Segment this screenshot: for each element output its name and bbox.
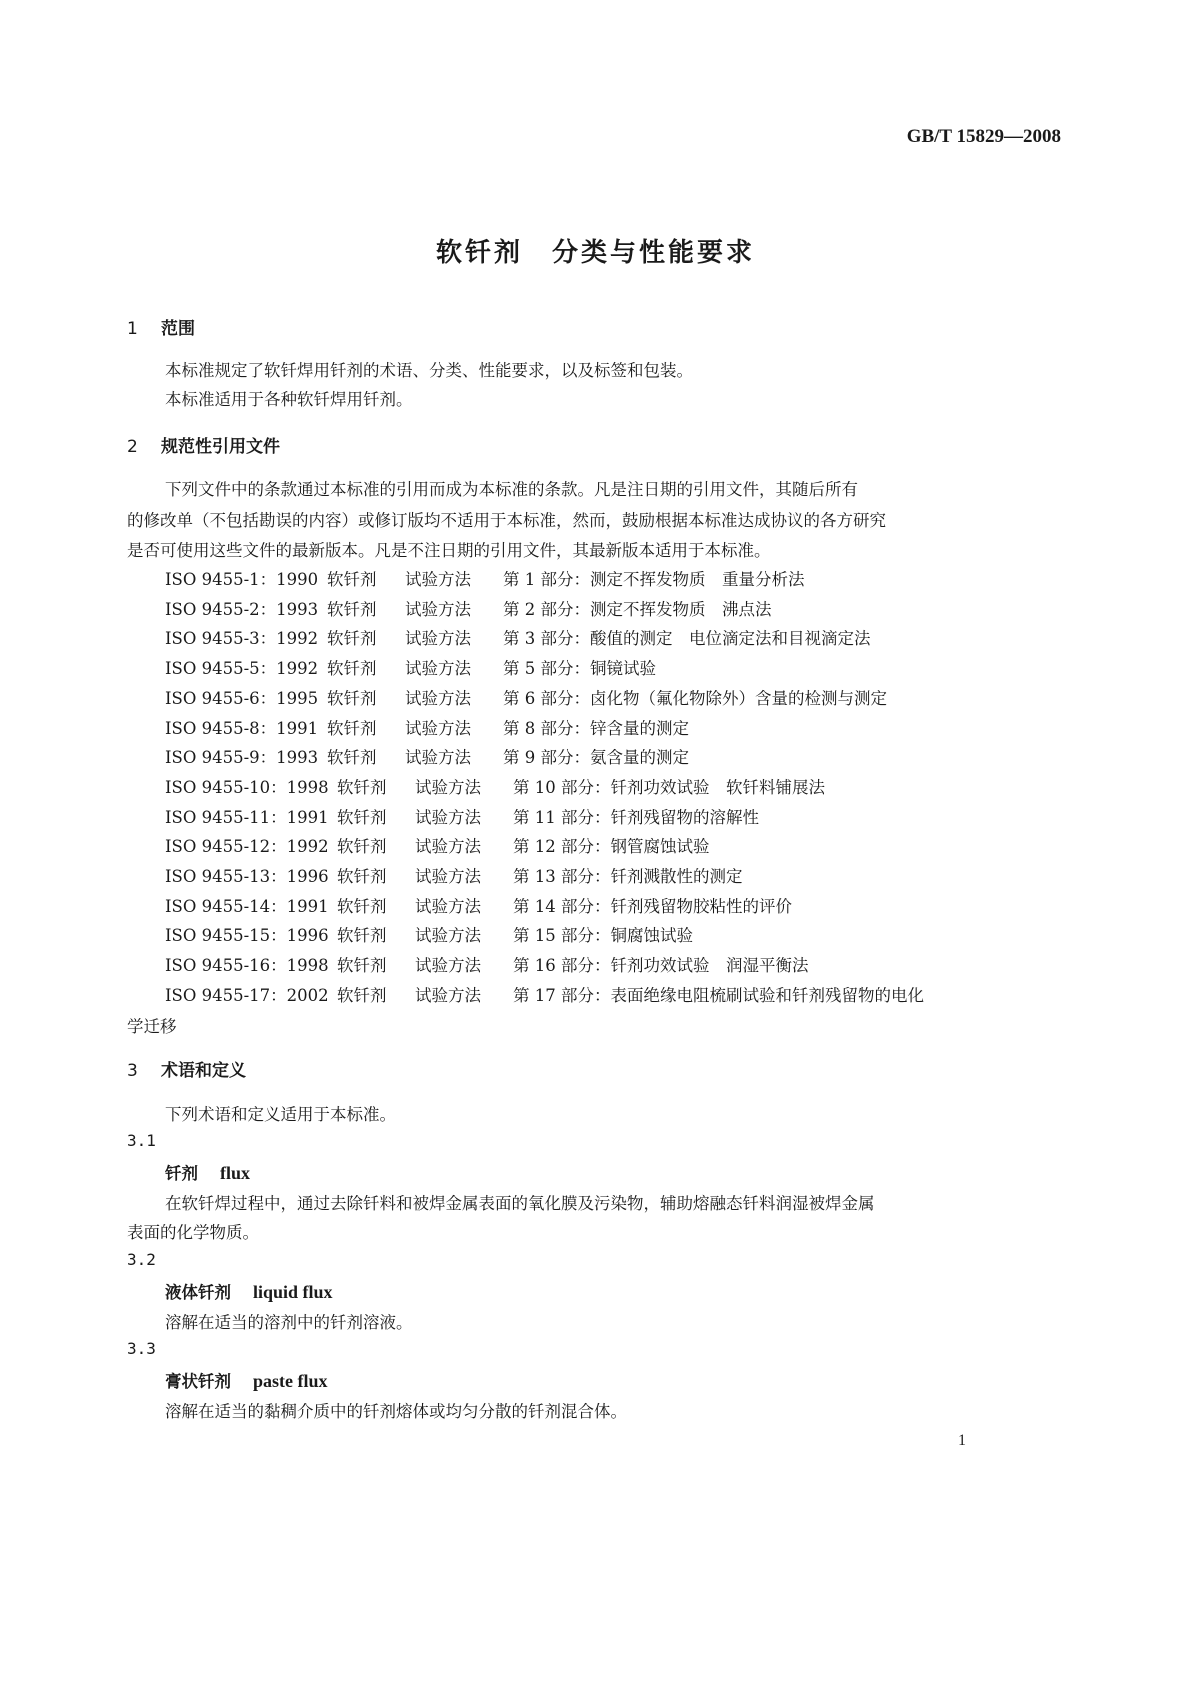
- paragraph: 本标准规定了软钎焊用钎剂的术语、分类、性能要求，以及标签和包装。: [165, 361, 693, 380]
- definition: 表面的化学物质。: [127, 1223, 259, 1242]
- term-entry: [165, 1160, 250, 1184]
- reference-part: 第 5 部分：铜镜试验: [503, 659, 656, 679]
- page-title: 软钎剂 分类与性能要求: [435, 238, 755, 268]
- reference-subject: 软钎剂: [337, 807, 387, 827]
- reference-item: [165, 685, 887, 709]
- term-entry: [165, 1368, 328, 1392]
- reference-part: 第 15 部分：铜腐蚀试验: [513, 926, 693, 946]
- reference-item: [165, 744, 689, 768]
- section-title: 术语和定义: [161, 1061, 246, 1081]
- reference-part: 第 8 部分：锌含量的测定: [503, 718, 689, 738]
- section-number: 1: [127, 319, 138, 339]
- paragraph: 的修改单（不包括勘误的内容）或修订版均不适用于本标准，然而，鼓励根据本标准达成协议的各方研究: [127, 511, 886, 530]
- reference-method: 试验方法: [405, 659, 471, 679]
- reference-item: [165, 774, 825, 798]
- reference-method: 试验方法: [405, 599, 471, 619]
- reference-item: [165, 922, 693, 946]
- reference-subject: 软钎剂: [327, 570, 377, 589]
- reference-method: 试验方法: [415, 985, 481, 1005]
- reference-item: [165, 625, 871, 649]
- reference-method: 试验方法: [415, 837, 481, 857]
- reference-subject: 软钎剂: [337, 777, 387, 797]
- reference-subject: 软钎剂: [337, 956, 387, 976]
- section-number: 2: [127, 437, 138, 457]
- reference-code: ISO 9455-6：1995: [165, 688, 319, 708]
- term-zh: 钎剂: [165, 1164, 198, 1183]
- section-title: 规范性引用文件: [161, 437, 280, 457]
- section-heading-1: [127, 314, 195, 339]
- clause-number: 3.3: [127, 1339, 156, 1358]
- reference-code: ISO 9455-5：1992: [165, 659, 319, 679]
- reference-subject: 软钎剂: [337, 837, 387, 857]
- reference-method: 试验方法: [415, 807, 481, 827]
- section-title: 范围: [161, 319, 195, 339]
- definition: 在软钎焊过程中，通过去除钎料和被焊金属表面的氧化膜及污染物，辅助熔融态钎料润湿被焊金属: [165, 1194, 875, 1213]
- reference-item: [165, 596, 772, 620]
- term-zh: 液体钎剂: [165, 1283, 231, 1302]
- clause-number: 3.1: [127, 1131, 156, 1150]
- reference-part: 第 10 部分：钎剂功效试验 软钎料铺展法: [513, 777, 825, 797]
- reference-item: [165, 863, 743, 887]
- reference-subject: 软钎剂: [337, 896, 387, 916]
- definition: 溶解在适当的黏稠介质中的钎剂熔体或均匀分散的钎剂混合体。: [165, 1402, 627, 1421]
- reference-subject: 软钎剂: [327, 629, 377, 649]
- page-number: 1: [958, 1432, 966, 1449]
- reference-code: ISO 9455-3：1992: [165, 629, 319, 649]
- reference-part: 第 16 部分：钎剂功效试验 润湿平衡法: [513, 956, 809, 976]
- reference-item: [165, 715, 689, 739]
- clause-number: 3.2: [127, 1250, 156, 1269]
- term-zh: 膏状钎剂: [165, 1372, 231, 1391]
- reference-part: 第 17 部分：表面绝缘电阻梳刷试验和钎剂残留物的电化: [513, 985, 924, 1005]
- reference-item: [165, 833, 710, 857]
- reference-method: 试验方法: [415, 867, 481, 886]
- reference-code: ISO 9455-14：1991: [165, 896, 329, 916]
- reference-subject: 软钎剂: [337, 867, 387, 886]
- standard-code: GB/T 15829—2008: [906, 126, 1061, 147]
- reference-continuation: 学迁移: [127, 1017, 177, 1036]
- reference-method: 试验方法: [405, 688, 471, 708]
- reference-method: 试验方法: [405, 629, 471, 649]
- section-heading-2: [127, 432, 280, 457]
- reference-subject: 软钎剂: [327, 748, 377, 768]
- reference-part: 第 9 部分：氨含量的测定: [503, 748, 689, 768]
- reference-part: 第 1 部分：测定不挥发物质 重量分析法: [503, 570, 805, 589]
- reference-code: ISO 9455-17：2002: [165, 985, 329, 1005]
- reference-subject: 软钎剂: [327, 688, 377, 708]
- paragraph: 下列术语和定义适用于本标准。: [165, 1105, 396, 1124]
- reference-part: 第 6 部分：卤化物（氟化物除外）含量的检测与测定: [503, 688, 887, 708]
- term-en: paste flux: [253, 1371, 328, 1391]
- reference-item: [165, 566, 805, 590]
- reference-code: ISO 9455-2：1993: [165, 599, 319, 619]
- definition: 溶解在适当的溶剂中的钎剂溶液。: [165, 1313, 413, 1332]
- reference-method: 试验方法: [415, 956, 481, 976]
- term-en: flux: [220, 1163, 251, 1183]
- reference-subject: 软钎剂: [337, 926, 387, 946]
- reference-code: ISO 9455-11：1991: [165, 807, 329, 827]
- reference-subject: 软钎剂: [327, 718, 377, 738]
- reference-item: [165, 655, 656, 679]
- reference-code: ISO 9455-1：1990: [165, 570, 319, 589]
- reference-item: [165, 893, 792, 917]
- reference-method: 试验方法: [415, 896, 481, 916]
- reference-part: 第 14 部分：钎剂残留物胶粘性的评价: [513, 896, 792, 916]
- reference-subject: 软钎剂: [337, 985, 387, 1005]
- reference-item: [165, 952, 809, 976]
- term-en: liquid flux: [253, 1282, 333, 1302]
- reference-code: ISO 9455-16：1998: [165, 956, 329, 976]
- reference-method: 试验方法: [405, 748, 471, 768]
- reference-part: 第 12 部分：钢管腐蚀试验: [513, 837, 710, 857]
- paragraph: 本标准适用于各种软钎焊用钎剂。: [165, 390, 413, 409]
- reference-method: 试验方法: [415, 777, 481, 797]
- section-number: 3: [127, 1061, 138, 1081]
- reference-part: 第 2 部分：测定不挥发物质 沸点法: [503, 599, 772, 619]
- paragraph: 下列文件中的条款通过本标准的引用而成为本标准的条款。凡是注日期的引用文件，其随后所有: [165, 480, 858, 499]
- reference-item: [165, 982, 924, 1006]
- reference-part: 第 3 部分：酸值的测定 电位滴定法和目视滴定法: [503, 629, 871, 649]
- reference-method: 试验方法: [405, 570, 471, 589]
- reference-subject: 软钎剂: [327, 659, 377, 679]
- reference-code: ISO 9455-15：1996: [165, 926, 329, 946]
- reference-code: ISO 9455-9：1993: [165, 748, 319, 768]
- reference-code: ISO 9455-13：1996: [165, 867, 329, 886]
- reference-method: 试验方法: [405, 718, 471, 738]
- reference-part: 第 11 部分：钎剂残留物的溶解性: [513, 807, 759, 827]
- paragraph: 是否可使用这些文件的最新版本。凡是不注日期的引用文件，其最新版本适用于本标准。: [127, 541, 771, 560]
- reference-subject: 软钎剂: [327, 599, 377, 619]
- reference-part: 第 13 部分：钎剂溅散性的测定: [513, 867, 743, 886]
- reference-item: [165, 804, 759, 828]
- term-entry: [165, 1279, 333, 1303]
- reference-method: 试验方法: [415, 926, 481, 946]
- section-heading-3: [127, 1056, 246, 1081]
- reference-code: ISO 9455-10：1998: [165, 777, 329, 797]
- reference-code: ISO 9455-8：1991: [165, 718, 319, 738]
- reference-code: ISO 9455-12：1992: [165, 837, 329, 857]
